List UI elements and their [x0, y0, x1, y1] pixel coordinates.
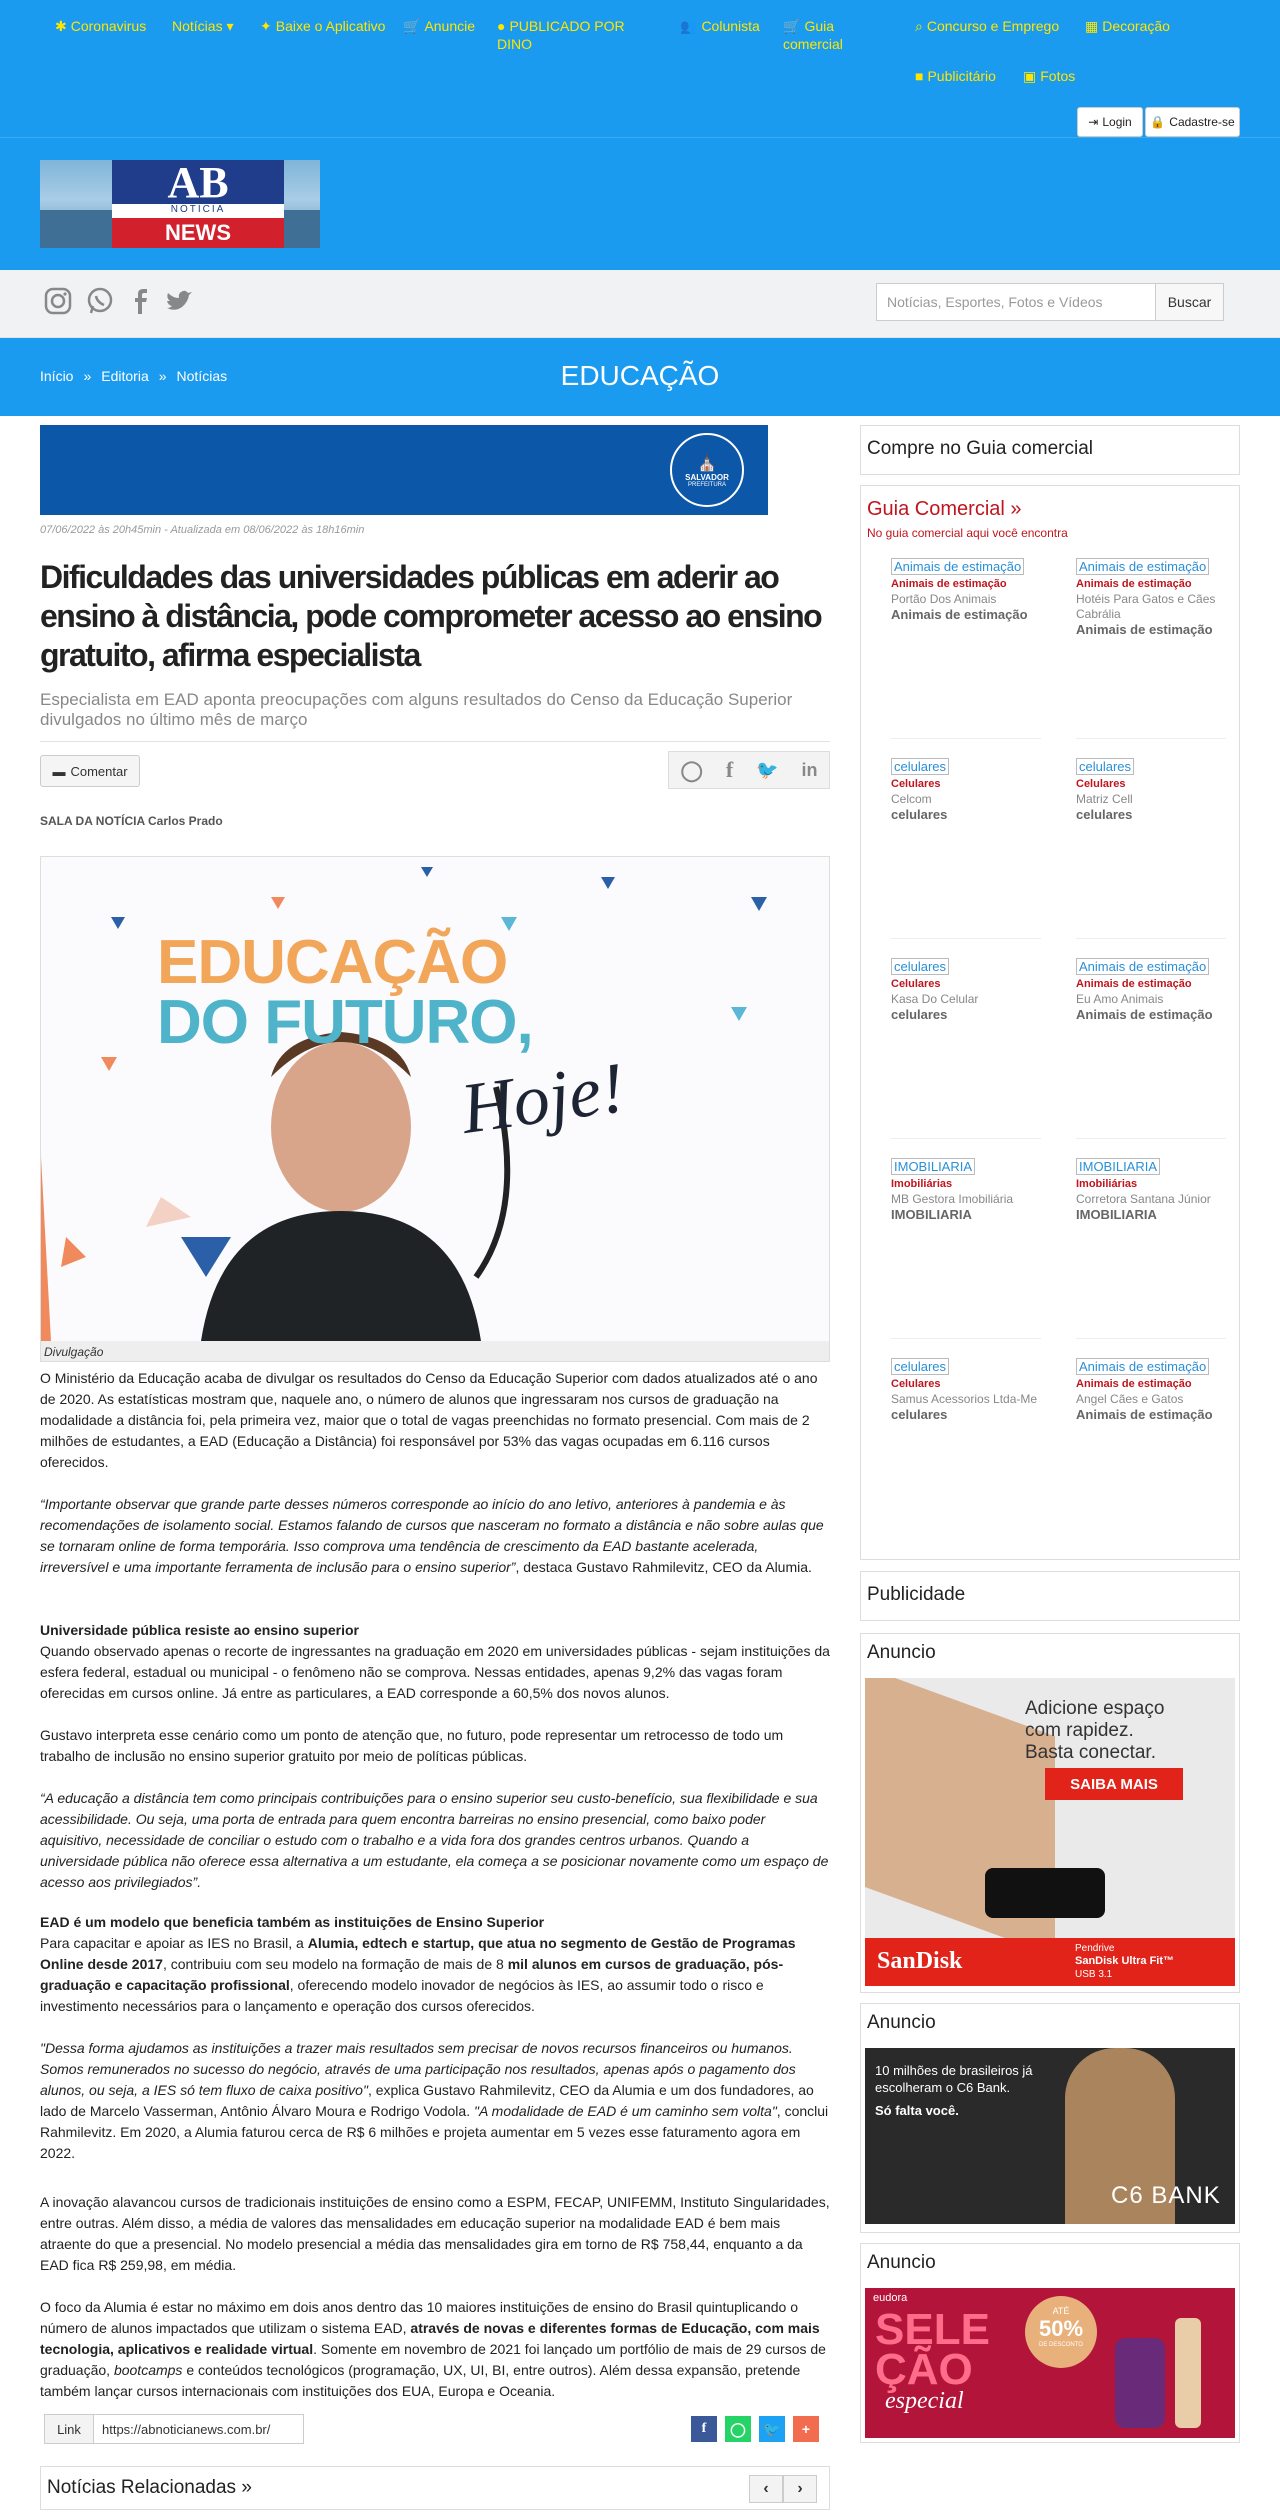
comment-button[interactable]: ▬ Comentar [40, 755, 140, 787]
nav-decoracao[interactable]: ▦ Decoração [1085, 18, 1170, 34]
section-heading: EAD é um modelo que beneficia também as instituições de Ensino Superior [40, 1914, 545, 1930]
publicidade-box [860, 1571, 1240, 1621]
anuncio-title: Anuncio [867, 2012, 936, 2033]
publicidade-title: Publicidade [867, 1584, 966, 1605]
guia-item-bottom-category: celulares [891, 1407, 948, 1422]
guia-divider [891, 738, 1041, 739]
paragraph: O Ministério da Educação acaba de divulgar os resultados do Censo da Educação Superior com dados atualizados até o ano de 2020. As estatísticas mostram que, naquele ano, o número de alunos que ingressaram nos cursos de graduação na modalidade a distância foi, pela primeira vez, maior que o total de vagas preenchidas no formato presencial. Com mais de 2 milhões de estudantes, a EAD (Educação a Distância) foi responsável por 53% das vagas ocupadas em 6.116 cursos oferecidos. [40, 1370, 818, 1470]
nav-publicado-dino[interactable]: ● PUBLICADO POR DINO [497, 18, 625, 52]
guia-item-category[interactable]: celulares [891, 1358, 949, 1375]
circle-icon: ● [497, 18, 506, 34]
image-heading-3: Hoje! [456, 1046, 630, 1150]
perfume-bottle [1115, 2338, 1165, 2428]
twitter-icon[interactable]: 🐦 [756, 759, 779, 780]
whatsapp-share-button[interactable]: ◯ [725, 2416, 751, 2442]
nav-baixe-aplicativo[interactable]: ✦ Baixe o Aplicativo [260, 18, 386, 34]
guia-item-subcategory: Imobiliárias [891, 1178, 953, 1190]
article-title: Dificuldades das universidades públicas em aderir ao ensino à distância, pode comprometer acesso ao ensino gratuito, afirma especialista [40, 559, 822, 673]
facebook-icon[interactable] [122, 283, 158, 319]
anuncio-box [860, 1633, 1240, 1993]
share-bar [668, 751, 830, 789]
users-icon: 👥 [680, 18, 698, 34]
caret-down-icon: ▾ [226, 18, 234, 34]
android-icon: ✦ [260, 18, 272, 34]
breadcrumb-editoria[interactable]: Editoria [101, 368, 149, 384]
divider [40, 741, 830, 742]
compre-guia-box [860, 425, 1240, 475]
guia-item-category[interactable]: celulares [1076, 758, 1134, 775]
c6-logo: C6 BANK [1111, 2182, 1221, 2209]
guia-item-subcategory: Animais de estimação [1076, 578, 1192, 590]
whatsapp-icon[interactable] [82, 283, 118, 319]
guia-comercial-box [860, 485, 1240, 1560]
guia-item-name: Hotéis Para Gatos e Cães Cabrália [1076, 592, 1216, 621]
guia-title[interactable]: Guia Comercial » [867, 498, 1022, 520]
nav-noticias-dropdown[interactable]: Notícias ▾ [172, 18, 234, 34]
grid-icon: ▦ [1085, 18, 1099, 34]
guia-item-name: Corretora Santana Júnior [1076, 1192, 1211, 1206]
guia-item[interactable] [1076, 758, 1236, 822]
article-author: SALA DA NOTÍCIA Carlos Prado [40, 814, 223, 828]
image-heading-2: DO FUTURO, [157, 988, 533, 1057]
instagram-icon[interactable] [40, 283, 76, 319]
guia-item-subcategory: Animais de estimação [1076, 1378, 1192, 1390]
saiba-mais-button[interactable]: SAIBA MAIS [1045, 1768, 1183, 1800]
top-navigation-bar [0, 0, 1280, 270]
ad-copy: 10 milhões de brasileiros já escolheram o C6 Bank. Só falta você. [875, 2063, 1033, 2118]
facebook-icon[interactable]: f [725, 757, 734, 782]
prev-arrow-icon[interactable]: ‹ [749, 2475, 783, 2503]
login-button[interactable]: ⇥ Login [1077, 107, 1143, 137]
guia-item-subcategory: Celulares [1076, 778, 1126, 790]
paragraph: “Importante observar que grande parte desses números corresponde ao início do ano letivo, anteriores à pandemia e às recomendações de isolamento social. Estamos falando de cursos que nasceram no formato a distância e não sobre aulas que se tornaram online de forma temporária. Isso comprova uma tendência de crescimento da EAD bastante acelerada, irreversível e uma importante ferramenta de inclusão para o ensino superior”, destaca Gustavo Rahmilevitz, CEO da Alumia. [40, 1496, 824, 1575]
sign-in-icon: ⇥ [1088, 115, 1099, 129]
ad-footer: SanDisk Pendrive SanDisk Ultra Fit™ USB 3.1 [865, 1938, 1235, 1986]
breadcrumb-inicio[interactable]: Início [40, 368, 74, 384]
cadastre-button[interactable]: 🔒 Cadastre-se [1145, 107, 1240, 137]
chevron-right-icon: » [158, 368, 167, 384]
logo-panel [112, 160, 284, 248]
guia-item-category-wrap [1076, 558, 1236, 575]
breadcrumb [40, 368, 227, 384]
section-heading: Universidade pública resiste ao ensino superior [40, 1622, 359, 1638]
seal-icon: ⛪ [697, 454, 717, 472]
link-input[interactable]: https://abnoticianews.com.br/ [94, 2414, 304, 2444]
comment-icon: ▬ [52, 763, 66, 779]
guia-item-category-wrap [891, 1158, 1051, 1175]
guia-divider [891, 1138, 1041, 1139]
twitter-share-button[interactable]: 🐦 [759, 2416, 785, 2442]
nav-concurso-emprego[interactable]: ⌕ Concurso e Emprego [915, 18, 1060, 34]
guia-item-bottom-category: Animais de estimação [1076, 1007, 1213, 1022]
guia-item-name: Angel Cães e Gatos [1076, 1392, 1184, 1406]
facebook-share-button[interactable]: f [691, 2416, 717, 2442]
eudora-ad[interactable]: eudora SELE ÇÃO especial ATÉ 50% DE DESCONTO [865, 2288, 1235, 2438]
guia-item-subcategory: Animais de estimação [1076, 978, 1192, 990]
guia-item-bottom-category: celulares [891, 807, 948, 822]
site-logo[interactable] [40, 160, 320, 248]
link-label: Link [44, 2414, 94, 2444]
ad-product: Pendrive SanDisk Ultra Fit™ USB 3.1 [1075, 1943, 1175, 1980]
guia-item-bottom-category: Animais de estimação [891, 607, 1028, 622]
anuncio-title: Anuncio [867, 1642, 936, 1663]
article-meta: 07/06/2022 às 20h45min - Atualizada em 08/06/2022 às 18h16min [40, 524, 365, 536]
guia-divider [891, 938, 1041, 939]
guia-item-category-wrap [1076, 958, 1236, 975]
pendrive-shape [985, 1868, 1105, 1918]
guia-item-name: Kasa Do Celular [891, 992, 979, 1006]
guia-item-category[interactable]: Animais de estimação [1076, 558, 1209, 575]
guia-item-subcategory: Celulares [891, 778, 941, 790]
anuncio-box [860, 2243, 1240, 2443]
paragraph: Gustavo interpreta esse cenário como um ponto de atenção que, no futuro, pode representar um retrocesso de todo um trabalho de inclusão no ensino superior gratuito por meio de políticas públicas. [40, 1727, 784, 1764]
ad-headline: SELE ÇÃO [875, 2305, 990, 2394]
guia-item[interactable] [1076, 958, 1236, 1022]
guia-item-bottom-category: IMOBILIARIA [1076, 1207, 1157, 1222]
paragraph: O foco da Alumia é estar no máximo em dois anos dentro das 10 maiores instituições de ensino do Brasil quintuplicando o número de alunos impactados que utilizam o sistema EAD, através de novas e diferentes formas de Educação, com mais tecnologia, aplicativos e realidade virtual. Somente em novembro de 2021 foi lançado um portfólio de mais de 29 cursos de graduação, bootcamps e conteúdos tecnológicos (programação, UX, UI, BI, entre outros). Além dessa expansão, pretende também lançar cursos internacionais com instituições dos EUA, Europa e Oceania. [40, 2299, 826, 2399]
nav-coronavirus[interactable]: ✱ Coronavirus [55, 18, 147, 34]
anuncio-box [860, 2003, 1240, 2233]
image-icon: ▣ [1023, 68, 1037, 84]
prefeitura-banner-ad[interactable] [40, 425, 768, 515]
square-icon: ■ [915, 68, 924, 84]
guia-item-name: Portão Dos Animais [891, 592, 997, 606]
image-caption: Divulgação [41, 1341, 830, 1362]
virus-icon: ✱ [55, 18, 67, 34]
guia-item-subcategory: Celulares [891, 1378, 941, 1390]
salvador-seal: ⛪ SALVADOR PREFEITURA [670, 433, 744, 507]
guia-item-bottom-category: celulares [1076, 807, 1133, 822]
section-title: EDUCAÇÃO [560, 360, 720, 391]
nav-colunista[interactable]: 👥 Colunista [680, 18, 760, 34]
compre-guia-title[interactable]: Compre no Guia comercial [867, 438, 1093, 459]
guia-item-name: Matriz Cell [1076, 792, 1133, 806]
paragraph: A inovação alavancou cursos de tradicionais instituições de ensino como a ESPM, FECAP, UNIFEMM, Instituto Singularidades, entre outras. Além disso, a média de valores das mensalidades em educação superior na modalidade EAD é bem mais atraente do que a presencial. No modelo presencial a média das mensalidades gira em torno de R$ 758,44, enquanto a da EAD fica R$ 259,98, em média. [40, 2194, 830, 2273]
related-news-box [40, 2466, 830, 2510]
guia-item-bottom-category: Animais de estimação [1076, 1407, 1213, 1422]
plus-share-button[interactable]: + [793, 2416, 819, 2442]
guia-item-category[interactable]: IMOBILIARIA [1076, 1158, 1160, 1175]
guia-divider [1076, 1138, 1226, 1139]
guia-item-name: MB Gestora Imobiliária [891, 1192, 1014, 1206]
guia-item-category-wrap [891, 958, 1051, 975]
cart-icon: 🛒 [783, 18, 801, 34]
whatsapp-icon[interactable]: ◯ [680, 759, 703, 782]
guia-item-category-wrap [1076, 1158, 1236, 1175]
guia-item-name: Eu Amo Animais [1076, 992, 1164, 1006]
paragraph: Para capacitar e apoiar as IES no Brasil, a Alumia, edtech e startup, que atua no segmento de Gestão de Programas Online desde 2017, contribuiu com seu modelo na formação de mais de 8 mil alunos em cursos de graduação, pós-graduação e capacitação profissional, oferecendo modelo inovador de negócios às IES, ao assumir todo o risco e investimento necessários para o lançamento e operação dos cursos oferecidos. [40, 1935, 796, 2014]
guia-item-category-wrap [891, 1358, 1051, 1375]
search-button[interactable]: Buscar [1156, 283, 1224, 321]
paragraph: Quando observado apenas o recorte de ingressantes na graduação em 2020 em universidades públicas - sejam instituições da esfera federal, estadual ou municipal - o fenômeno não se comprova. Nessas entidades, apenas 9,2% das vagas foram oferecidas em cursos online. Já entre as particulares, a EAD corresponde a 60,5% dos novos alunos. [40, 1643, 830, 1701]
nav-fotos[interactable]: ▣ Fotos [1023, 68, 1076, 84]
c6-bank-ad[interactable] [865, 2048, 1235, 2224]
chevron-right-icon: » [83, 368, 92, 384]
lotion-bottle [1175, 2318, 1201, 2428]
image-heading-1: EDUCAÇÃO [157, 928, 508, 997]
sandisk-ad[interactable] [865, 1678, 1235, 1986]
guia-item-category-wrap [1076, 758, 1236, 775]
guia-divider [1076, 938, 1226, 939]
guia-item-category-wrap [891, 758, 1051, 775]
guia-item-name: Samus Acessorios Ltda-Me [891, 1392, 1038, 1406]
twitter-icon[interactable] [162, 283, 198, 319]
paragraph: “A educação a distância tem como principais contribuições para o ensino superior seu custo-benefício, sua flexibilidade e sua acessibilidade. Ou seja, uma porta de entrada para quem encontra barreiras no ensino presencial, como baixo poder aquisitivo, necessidade de conciliar o estudo com o trabalho e a vida fora dos grandes centros urbanos. Quando a universidade pública não oferece essa alternativa a um estudante, ela começa a se posicionar novamente como um espaço de acesso aos privilegiados”. [40, 1790, 829, 1890]
nav-anuncie[interactable]: 🛒 Anuncie [403, 18, 476, 34]
guia-item-category[interactable]: celulares [891, 758, 949, 775]
guia-item-category-wrap [1076, 1358, 1236, 1375]
nav-guia-comercial[interactable]: 🛒 Guia comercial [783, 18, 843, 52]
guia-item[interactable] [1076, 1358, 1236, 1422]
guia-item-category[interactable]: Animais de estimação [1076, 1358, 1209, 1375]
logo-sub: NOTÍCIA [170, 204, 226, 215]
guia-item[interactable] [891, 1158, 1051, 1222]
guia-item-bottom-category: celulares [891, 1007, 948, 1022]
article-subtitle: Especialista em EAD aponta preocupações com alguns resultados do Censo da Educação Superior divulgados no último mês de março [40, 690, 793, 729]
guia-item-subcategory: Imobiliárias [1076, 1178, 1138, 1190]
linkedin-icon[interactable]: in [801, 759, 818, 780]
nav-publicitario[interactable]: ■ Publicitário [915, 68, 996, 84]
cart-icon: 🛒 [403, 18, 421, 34]
related-title[interactable]: Notícias Relacionadas » [47, 2477, 252, 2498]
anuncio-title: Anuncio [867, 2252, 936, 2273]
guia-item[interactable] [1076, 1158, 1236, 1222]
guia-item-bottom-category: IMOBILIARIA [891, 1207, 972, 1222]
guia-divider [1076, 738, 1226, 739]
lock-icon: 🔒 [1150, 115, 1166, 129]
guia-item[interactable] [891, 558, 1051, 622]
nav-divider [0, 137, 1280, 138]
logo-news: NEWS [112, 218, 284, 248]
guia-subtitle: No guia comercial aqui você encontra [867, 526, 1068, 540]
paragraph: "Dessa forma ajudamos as instituições a trazer mais resultados sem precisar de novos recursos financeiros ou humanos. Somos remunerados no sucesso do negócio, através de uma participação nos resultados, apenas após o pagamento dos alunos, ou seja, a IES só tem fluxo de caixa positivo", explica Gustavo Rahmilevitz, CEO da Alumia e um dos fundadores, ao lado de Marcelo Vasserman, Antônio Álvaro Moura e Rodrigo Vodola. "A modalidade de EAD é um caminho sem volta", conclui Rahmilevitz. Em 2020, a Alumia faturou cerca de R$ 6 milhões e projeta aumentar em 5 vezes esse faturamento agora em 2022. [40, 2040, 829, 2161]
guia-item-category-wrap [891, 558, 1051, 575]
guia-item[interactable] [891, 1358, 1051, 1422]
ad-copy: Adicione espaço com rapidez. Basta conectar. [1025, 1698, 1165, 1763]
guia-divider [1076, 1338, 1226, 1339]
guia-item-name: Celcom [891, 792, 932, 806]
next-arrow-icon[interactable]: › [783, 2475, 817, 2503]
guia-item-subcategory: Celulares [891, 978, 941, 990]
search-icon: ⌕ [915, 18, 923, 34]
guia-item-category[interactable]: IMOBILIARIA [891, 1158, 975, 1175]
breadcrumb-noticias[interactable]: Notícias [176, 368, 228, 384]
guia-item-category[interactable]: Animais de estimação [891, 558, 1024, 575]
breadcrumb-bar [0, 338, 1280, 416]
discount-badge: ATÉ 50% DE DESCONTO [1025, 2296, 1097, 2368]
guia-item-category[interactable]: Animais de estimação [1076, 958, 1209, 975]
logo-brand: AB [112, 160, 284, 204]
guia-item[interactable] [891, 758, 1051, 822]
search-input[interactable]: Notícias, Esportes, Fotos e Vídeos [876, 283, 1156, 321]
guia-divider [891, 1338, 1041, 1339]
guia-item-subcategory: Animais de estimação [891, 578, 1007, 590]
article-image [40, 856, 830, 1362]
guia-item-category[interactable]: celulares [891, 958, 949, 975]
guia-item[interactable] [1076, 558, 1236, 637]
guia-item-bottom-category: Animais de estimação [1076, 622, 1213, 637]
guia-item[interactable] [891, 958, 1051, 1022]
